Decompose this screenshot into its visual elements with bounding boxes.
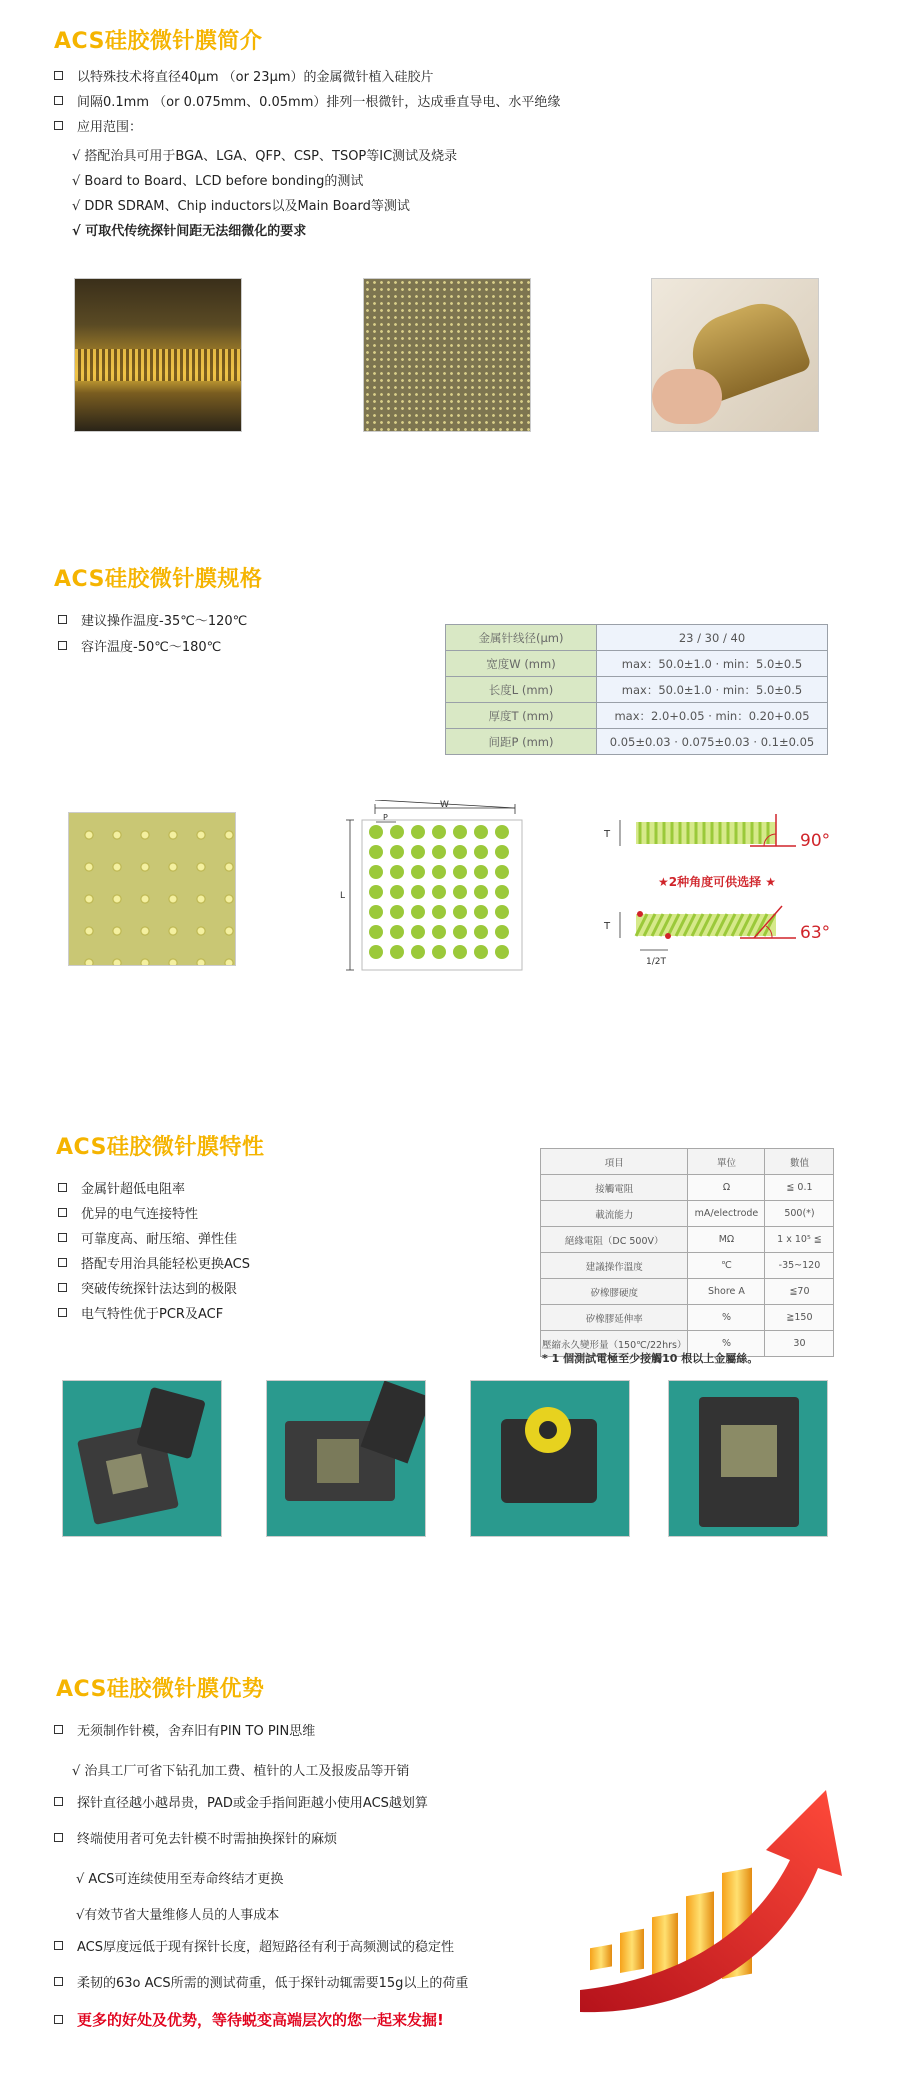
needle-dot <box>453 845 467 859</box>
table-cell: 載流能力 <box>541 1201 688 1227</box>
table-cell: 1 x 10⁵ ≦ <box>765 1227 834 1253</box>
table-row <box>446 651 828 677</box>
growth-arrow-illustration <box>580 1790 870 2030</box>
table-row <box>446 703 828 729</box>
needle-dot <box>390 945 404 959</box>
needle-dot <box>474 945 488 959</box>
needle-dot <box>432 925 446 939</box>
photo-fixture-1 <box>62 1380 222 1537</box>
needle-dot <box>495 845 509 859</box>
needle-dot <box>474 905 488 919</box>
table-row <box>446 729 828 755</box>
needle-dot <box>474 845 488 859</box>
needle-dot <box>390 925 404 939</box>
table-row <box>541 1253 834 1279</box>
spec-key: 金属针线径(μm) <box>446 625 597 651</box>
intro-bullet: 间隔0.1mm （or 0.075mm、0.05mm）排列一根微针，达成垂直导电、水平绝缘 <box>54 95 560 111</box>
photo-fixture-4 <box>668 1380 828 1537</box>
needle-dot <box>432 885 446 899</box>
table-cell: 壓縮永久變形量（150℃/22hrs） <box>541 1331 688 1357</box>
advantage-item: 终端使用者可免去针模不时需抽换探针的麻烦 <box>54 1832 337 1848</box>
table-cell: % <box>688 1305 765 1331</box>
needle-dot <box>411 905 425 919</box>
intro-title: ACS硅胶微针膜简介 <box>54 29 263 54</box>
advantage-check: √ ACS可连续使用至寿命终结才更换 <box>76 1872 284 1887</box>
spec-key: 厚度T (mm) <box>446 703 597 729</box>
intro-check: √ 可取代传统探针间距无法细微化的要求 <box>72 224 307 239</box>
needle-dot <box>453 905 467 919</box>
needle-dot <box>453 925 467 939</box>
table-row <box>541 1201 834 1227</box>
table-cell: % <box>688 1331 765 1357</box>
needle-dot <box>474 865 488 879</box>
advantage-check: √ 治具工厂可省下钻孔加工费、植针的人工及报废品等开销 <box>72 1764 410 1779</box>
needle-dot <box>390 825 404 839</box>
spec-key: 间距P (mm) <box>446 729 597 755</box>
table-cell: ℃ <box>688 1253 765 1279</box>
angle-choice-text: ★2种角度可供选择 ★ <box>658 875 777 889</box>
needle-dot <box>495 865 509 879</box>
needle-dot <box>432 905 446 919</box>
intro-check: √ 搭配治具可用于BGA、LGA、QFP、CSP、TSOP等IC测试及烧录 <box>72 149 458 164</box>
advantage-item: ACS厚度远低于现有探针长度，超短路径有利于高频测试的稳定性 <box>54 1940 454 1956</box>
photo-needle-array <box>363 278 531 432</box>
dimension-diagram <box>340 800 530 980</box>
needle-dot <box>432 945 446 959</box>
table-cell: 矽橡膠硬度 <box>541 1279 688 1305</box>
table-cell: 絕緣電阻（DC 500V） <box>541 1227 688 1253</box>
needle-dot <box>495 885 509 899</box>
feature-bullet: 优异的电气连接特性 <box>58 1207 198 1223</box>
needle-dot <box>411 925 425 939</box>
table-cell: MΩ <box>688 1227 765 1253</box>
table-cell: ≦70 <box>765 1279 834 1305</box>
needle-dot <box>495 925 509 939</box>
spec-title: ACS硅胶微针膜规格 <box>54 567 263 592</box>
photo-fixture-2 <box>266 1380 426 1537</box>
table-row <box>446 677 828 703</box>
feature-bullet: 搭配专用治具能轻松更换ACS <box>58 1257 250 1273</box>
spec-value: 0.05±0.03 · 0.075±0.03 · 0.1±0.05 <box>597 729 828 755</box>
diagram-l-label: L <box>340 891 346 901</box>
advantage-item: 无须制作针模，舍弃旧有PIN TO PIN思维 <box>54 1724 315 1740</box>
needle-dot <box>369 945 383 959</box>
table-cell: ≦ 0.1 <box>765 1175 834 1201</box>
needle-dot <box>453 865 467 879</box>
needle-dot <box>432 845 446 859</box>
table-cell: Shore A <box>688 1279 765 1305</box>
needle-dot <box>369 885 383 899</box>
needle-dot <box>495 945 509 959</box>
table-row <box>541 1149 834 1175</box>
angle-t1: T <box>604 829 611 840</box>
feature-bullet: 金属针超低电阻率 <box>58 1182 185 1198</box>
needle-dot <box>453 945 467 959</box>
intro-bullet: 应用范围： <box>54 120 142 136</box>
needle-dot <box>369 925 383 939</box>
needle-dot <box>411 865 425 879</box>
needle-dot <box>411 845 425 859</box>
table-row <box>446 625 828 651</box>
advantage-item: 柔韧的63o ACS所需的测试荷重，低于探针动辄需要15g以上的荷重 <box>54 1976 468 1992</box>
advantage-highlight: 更多的好处及优势，等待蜕变高端层次的您一起来发掘! <box>54 2012 444 2028</box>
needle-dot <box>369 825 383 839</box>
advantages-title: ACS硅胶微针膜优势 <box>56 1677 265 1702</box>
table-cell: mA/electrode <box>688 1201 765 1227</box>
needle-dot <box>411 885 425 899</box>
angle-t2: T <box>604 921 611 932</box>
angle-half-t: 1/2T <box>646 957 666 967</box>
table-header: 項目 <box>541 1149 688 1175</box>
table-row <box>541 1227 834 1253</box>
needle-dot <box>453 825 467 839</box>
spec-bullet: 容许温度-50℃～180℃ <box>58 640 221 656</box>
intro-bullet: 以特殊技术将直径40μm （or 23μm）的金属微针植入硅胶片 <box>54 70 434 86</box>
feature-bullet: 突破传统探针法达到的极限 <box>58 1282 237 1298</box>
table-cell: ≧150 <box>765 1305 834 1331</box>
diagram-p-label: P <box>383 813 388 822</box>
table-row <box>541 1175 834 1201</box>
table-cell: 接觸電阻 <box>541 1175 688 1201</box>
needle-dot <box>474 885 488 899</box>
needle-dot <box>411 825 425 839</box>
needle-dot <box>369 845 383 859</box>
table-cell: 矽橡膠延伸率 <box>541 1305 688 1331</box>
table-cell: Ω <box>688 1175 765 1201</box>
diagram-w-label: W <box>440 800 449 810</box>
needle-dot <box>474 825 488 839</box>
table-row <box>541 1279 834 1305</box>
needle-dot <box>495 905 509 919</box>
needle-dot <box>390 905 404 919</box>
needle-dot <box>369 865 383 879</box>
needle-dot <box>432 825 446 839</box>
property-table <box>540 1148 834 1357</box>
needle-dot <box>432 865 446 879</box>
needle-dot <box>390 885 404 899</box>
advantage-item: 探针直径越小越昂贵，PAD或金手指间距越小使用ACS越划算 <box>54 1796 428 1812</box>
table-cell: 500(*) <box>765 1201 834 1227</box>
photo-fixture-3 <box>470 1380 630 1537</box>
table-cell: 建議操作溫度 <box>541 1253 688 1279</box>
table-header: 單位 <box>688 1149 765 1175</box>
spec-value: max：2.0+0.05 · min：0.20+0.05 <box>597 703 828 729</box>
needle-dot <box>474 925 488 939</box>
spec-key: 长度L (mm) <box>446 677 597 703</box>
needle-dot <box>369 905 383 919</box>
table-header: 數值 <box>765 1149 834 1175</box>
intro-check: √ Board to Board、LCD before bonding的测试 <box>72 174 364 189</box>
table-row <box>541 1305 834 1331</box>
photo-flexible-film <box>651 278 819 432</box>
feature-bullet: 电气特性优于PCR及ACF <box>58 1307 223 1323</box>
spec-bullet: 建议操作温度-35℃～120℃ <box>58 614 247 630</box>
angle-63: 63° <box>800 923 830 943</box>
angle-90: 90° <box>800 831 830 851</box>
angle-diagram <box>600 810 830 980</box>
table-footnote: * 1 個測試電極至少接觸10 根以上金屬絲。 <box>542 1352 759 1365</box>
table-cell: 30 <box>765 1331 834 1357</box>
intro-check: √ DDR SDRAM、Chip inductors以及Main Board等测试 <box>72 199 410 214</box>
needle-dot <box>411 945 425 959</box>
photo-needle-tips <box>68 812 236 966</box>
needle-dot <box>390 865 404 879</box>
photo-needle-closeup <box>74 278 242 432</box>
needle-dot <box>495 825 509 839</box>
spec-value: 23 / 30 / 40 <box>597 625 828 651</box>
table-cell: -35~120 <box>765 1253 834 1279</box>
advantage-check: √有效节省大量维修人员的人事成本 <box>76 1908 280 1923</box>
needle-dot <box>453 885 467 899</box>
spec-table <box>445 624 828 755</box>
spec-key: 宽度W (mm) <box>446 651 597 677</box>
features-title: ACS硅胶微针膜特性 <box>56 1135 265 1160</box>
needle-dot <box>390 845 404 859</box>
feature-bullet: 可靠度高、耐压缩、弹性佳 <box>58 1232 237 1248</box>
spec-value: max：50.0±1.0 · min：5.0±0.5 <box>597 677 828 703</box>
spec-value: max：50.0±1.0 · min：5.0±0.5 <box>597 651 828 677</box>
